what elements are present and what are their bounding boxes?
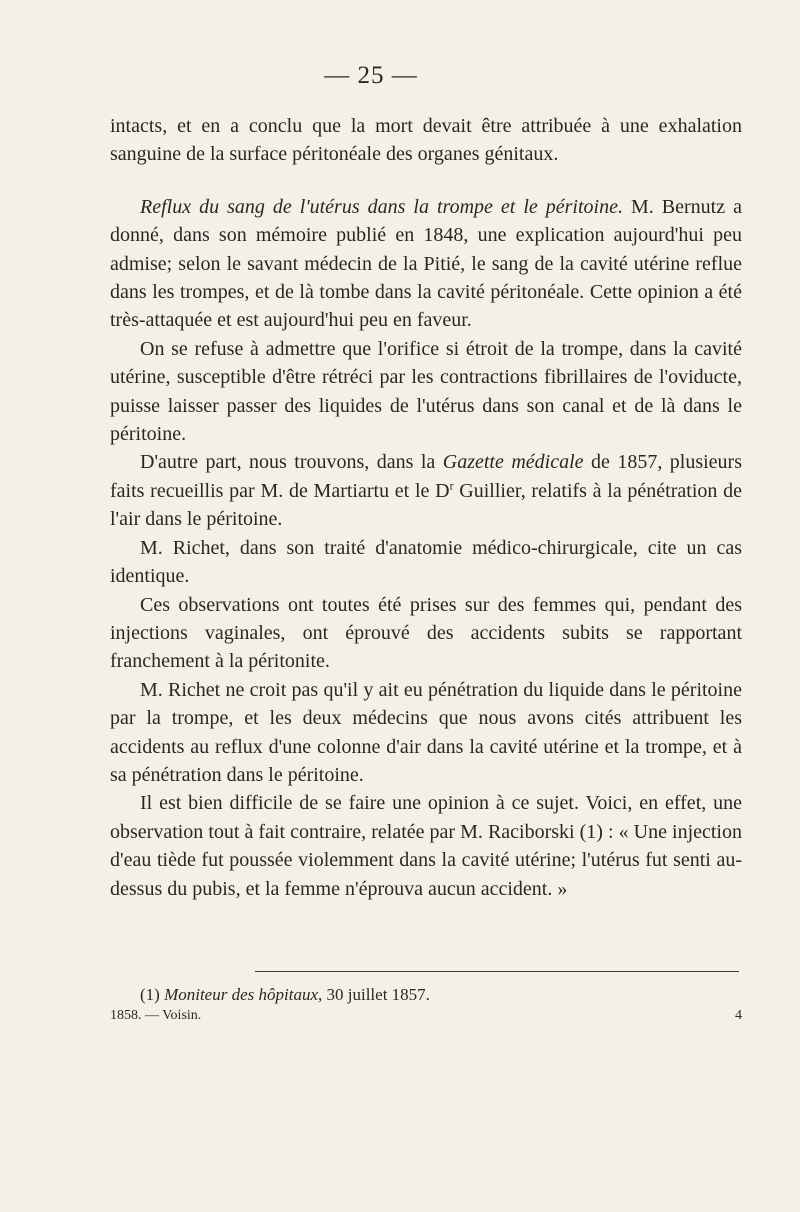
footnote: [140, 984, 430, 1006]
footnote-divider: [255, 971, 739, 972]
signature-sheet-number: 4: [735, 1008, 742, 1023]
paragraph-1: intacts, et en a conclu que la mort devait être attribuée à une exhalation sanguine de la surface péritonéale des organes génitaux.: [110, 115, 742, 166]
body-text: [110, 112, 742, 903]
paragraph-4: [110, 448, 742, 533]
paragraph-2-text: M. Bernutz a donné, dans son mémoire publié en 1848, une explication aujourd'hui peu admise; selon le savant médecin de la Pitié, le sang de la cavité utérine reflue dans les trompes, et de là tombe dans la cavité péritonéale. Cette opinion a été très-attaquée et est aujourd'hui peu en faveur.: [110, 195, 742, 332]
footnote-source: Moniteur des hôpitaux: [164, 985, 318, 1004]
footnote-date: , 30 juillet 1857.: [318, 985, 430, 1004]
paragraph-6: Ces observations ont toutes été prises sur des femmes qui, pendant des injections vaginales, ont éprouvé des accidents subits se rapportant franchement à la péritonite.: [110, 593, 742, 673]
journal-title: Gazette médicale: [442, 451, 584, 474]
paragraph-4-text-a: D'autre part, nous trouvons, dans la: [140, 451, 443, 474]
section-heading: Reflux du sang de l'utérus dans la trompe et le péritoine.: [140, 195, 623, 218]
doctor-superscript: r: [449, 478, 454, 493]
paragraph-5: M. Richet, dans son traité d'anatomie médico-chirurgicale, cite un cas identique.: [110, 536, 742, 588]
paragraph-2: [110, 193, 742, 335]
footnote-marker: (1): [140, 985, 165, 1004]
paragraph-4-text-c: Guillier, relatifs à la pénétration de l'air dans le péritoine.: [110, 479, 742, 531]
paragraph-8: Il est bien difficile de se faire une opinion à ce sujet. Voici, en effet, une observation tout à fait contraire, relatée par M. Raciborski (1) : « Une injection d'eau tiède fut poussée violemment dans la cavité utérine; l'utérus fut senti au-dessus du pubis, et la femme n'éprouva aucun accident. »: [110, 792, 742, 900]
paragraph-3: On se refuse à admettre que l'orifice si étroit de la trompe, dans la cavité utérine, susceptible d'être rétréci par les contractions fibrillaires de l'oviducte, puisse laisser passer des liquides de l'utérus dans son canal et de là dans le péritoine.: [110, 337, 742, 446]
paragraph-4-text-b: de 1857, plusieurs faits recueillis par M. de Martiartu et le D: [110, 451, 742, 502]
signature-year-author: 1858. — Voisin.: [110, 1008, 202, 1023]
paragraph-7: M. Richet ne croit pas qu'il y ait eu pénétration du liquide dans le péritoine par la trompe, et les deux médecins que nous avons cités attribuent les accidents au reflux d'une colonne d'air dans la cavité utérine et la trompe, et à sa pénétration dans le péritoine.: [110, 678, 742, 786]
page-number: — 25 —: [324, 62, 418, 89]
